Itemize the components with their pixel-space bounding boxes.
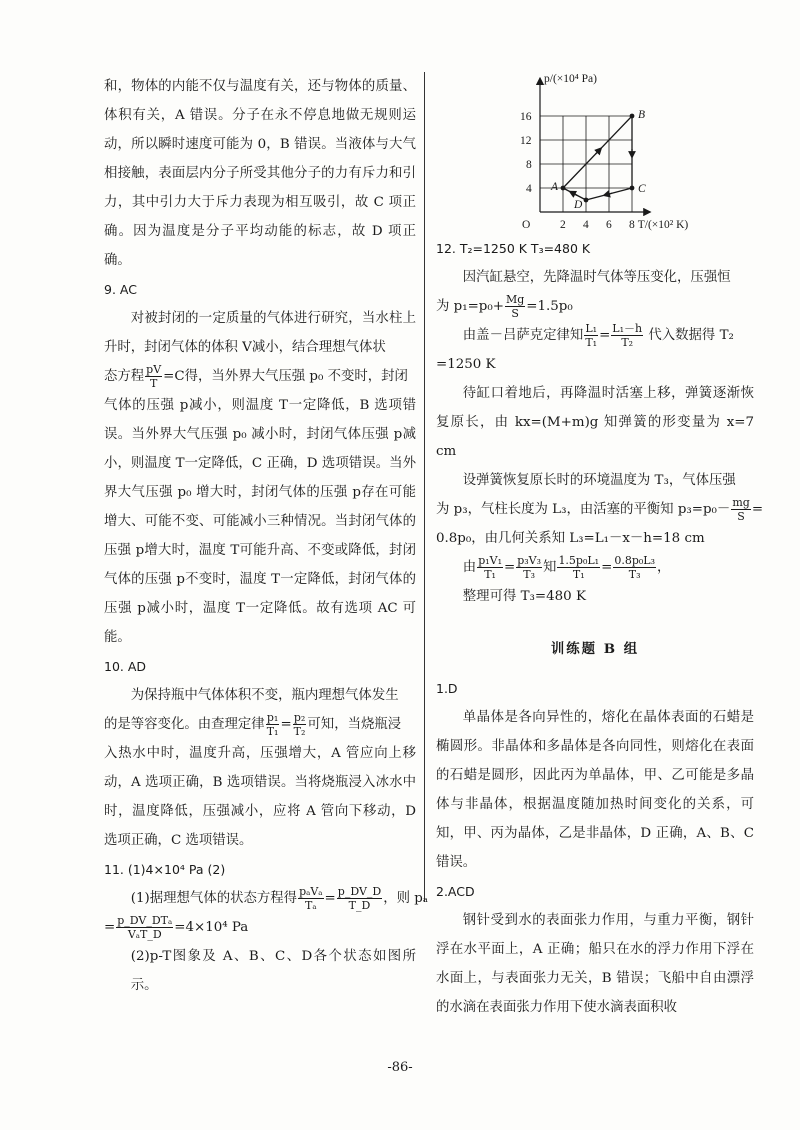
q11-equation-2: = $\frac{\text{p\_DV\_DTₐ}}{\text{VₐT\_D}}$ =4×10⁴ Pa (104, 914, 249, 941)
origin-label: O (522, 219, 531, 231)
section-title: 训练题 B 组 (550, 641, 640, 657)
q10-fraction-1: $\frac{\text{p₁}}{\text{T₁}}$ (266, 711, 279, 738)
q12-equation-4: 0.8p₀，由几何关系知 L₃=L₁－x－h=18 cm (436, 531, 705, 546)
q12-answer: 12. T₂=1250 K T₃=480 K (436, 241, 591, 256)
paragraph-intro: 和，物体的内能不仅与温度有关，还与物体的质量、体积有关，A 错误。分子在永不停息地做无规则运动，所以瞬时速度可能为 0，B 错误。当液体与大气相接触，表面层内分子所受其他分子的力有斥力和引力，其中引力大于斥力表现为相互吸引，故 C 项正确。因为温度是分子平均动能的标志，故 D 项正确。 (104, 79, 416, 268)
point-label-a: A (551, 181, 559, 193)
q11-fraction-1: $\frac{\text{pₐVₐ}}{\text{Tₐ}}$ (299, 885, 323, 912)
graph-ticks (520, 111, 635, 231)
q12-result-2: 整理可得 T₃=480 K (462, 589, 586, 604)
b1-text: 单晶体是各向异性的，熔化在晶体表面的石蜡是椭圆形。非晶体和多晶体是各向同性，则熔化在表面的石蜡是圆形，因此丙为单晶体，甲、乙可能是多晶体与非晶体，根据温度随加热时间变化的关系，可知，甲、丙为晶体，乙是非晶体，D 正确，A、B、C 错误。 (436, 710, 754, 870)
point-b (630, 114, 635, 119)
q12-fraction-4: $\frac{mg}{S}$ (732, 496, 750, 523)
y-axis-label: p/(×10⁴ Pa) (544, 73, 597, 85)
q12-equation-3: 为 p₃，气柱长度为 L₃，由活塞的平衡知 p₃=p₀－ $\frac{mg}{S}$ = (436, 496, 764, 523)
point-a (561, 186, 566, 191)
q11-fraction-2: $\frac{p\_DV\_D}{T\_D}$ (337, 885, 382, 912)
x-tick-8: 8 (629, 219, 635, 231)
q10-fraction-2: $\frac{\text{p₂}}{\text{T₂}}$ (293, 711, 306, 738)
point-label-c: C (638, 183, 646, 195)
q12-text-1: 因汽缸悬空，先降温时气体等压变化，压强恒 (462, 270, 731, 285)
pt-graph (436, 72, 754, 232)
graph-paths (563, 116, 632, 200)
q12-fraction-1: $\frac{Mg}{S}$ (505, 293, 525, 320)
x-axis-label: T/(×10² K) (637, 219, 689, 231)
y-tick-12: 12 (520, 135, 532, 147)
q9-equation (104, 362, 416, 391)
left-column (104, 72, 428, 1000)
q12-text-3: 设弹簧恢复原长时的环境温度为 T₃，气体压强 (462, 473, 736, 488)
point-label-b: B (638, 109, 646, 121)
q10-answer: 10. AD (104, 659, 147, 674)
q9-fraction: $\frac{pV}{T}$ (146, 363, 162, 390)
q10-text-1: 为保持瓶中气体体积不变，瓶内理想气体发生 (130, 688, 399, 703)
q11-equation-1: (1)据理想气体的状态方程得 $\frac{\text{pₐVₐ}}{\text{Tₐ}}$ = $\frac{p\_DV\_D}{T\_D}$ ，则 pₐ (130, 885, 428, 912)
q12-fraction-2: $\frac{\text{L₁}}{\text{T₁}}$ (585, 322, 598, 349)
y-tick-4: 4 (526, 183, 532, 195)
q9-text-2: 气体的压强 p减小，则温度 T一定降低，B 选项错误。当外界大气压强 p₀ 减小时，封闭气体压强 p减小，则温度 T一定降低，C 正确，D 选项错误。当外界大气压强 p₀ 增大时，封闭气体的压强 p存在可能增大、可能不变、可能减小三种情况。当封闭气体的压强 p增大时，温度 T可能升高、不变或降低，封闭气体的压强 p不变时，温度 T一定降低，封闭气体的压强 p减小时，温度 T一定降低。故有选项 AC 可能。 (104, 398, 416, 645)
q11-text-3: (2)p-T图象及 A、B、C、D各个状态如图所示。 (130, 949, 416, 993)
page-number: -86- (387, 1060, 413, 1075)
q10-text-2: 入热水中时，温度升高，压强增大，A 管应向上移动，A 选项正确，B 选项错误。当将烧瓶浸入冰水中时，温度降低，压强减小，应将 A 管向下移动，D 选项正确，C 选项错误。 (104, 746, 416, 848)
x-tick-6: 6 (606, 219, 612, 231)
column-divider (424, 72, 425, 902)
q12-result-1: =1250 K (436, 357, 496, 372)
q9-text-1: 对被封闭的一定质量的气体进行研究，当水柱上升时，封闭气体的体积 V减小，结合理想气体状 (104, 311, 416, 355)
pt-graph-svg (506, 72, 746, 232)
b1-answer: 1.D (436, 681, 458, 696)
point-label-d: D (574, 199, 583, 211)
y-tick-16: 16 (520, 111, 532, 123)
q12-equation-2: 由盖－吕萨克定律知 $\frac{\text{L₁}}{\text{T₁}}$ = $\frac{\text{L₁－h}}{\text{T₂}}$ 代入数据得 T₂ (462, 322, 734, 349)
q12-text-2: 待缸口着地后，再降温时活塞上移，弹簧逐渐恢复原长，由 kx=(M+m)g 知弹簧的形变量为 x=7 cm (436, 386, 754, 459)
x-tick-4: 4 (583, 219, 589, 231)
q12-equation-1: 为 p₁=p₀+ $\frac{Mg}{S}$ =1.5p₀ (436, 293, 573, 320)
q11-answer: 11. (1)4×10⁴ Pa (2) (104, 862, 226, 877)
point-c (630, 186, 635, 191)
q12-equation-5: 由 $\frac{\text{p₁V₁}}{\text{T₁}}$ = $\frac{\text{p₃V₃}}{\text{T₃}}$ 知 $\frac{\text{1.5p₀L₁}}{\text{T₁}}$ = $\frac{\text{0.8p₀L₃}}{\text{T₃}}$ ， (462, 554, 671, 581)
q9-eq-pre: 态方程 (104, 369, 145, 384)
right-column (436, 72, 764, 1022)
q9-answer: 9. AC (104, 282, 137, 297)
x-tick-2: 2 (560, 219, 566, 231)
y-tick-8: 8 (526, 159, 532, 171)
q9-eq-post: =C得，当外界大气压强 p₀ 不变时，封闭 (163, 369, 408, 384)
path-c-d-arrow (606, 193, 612, 195)
b2-text: 钢针受到水的表面张力作用，与重力平衡，钢针浮在水平面上，A 正确；船只在水的浮力作用下浮在水面上，与表面张力无关，B 错误；飞船中自由漂浮的水滴在表面张力作用下使水滴表面积收 (436, 913, 754, 1015)
b2-answer: 2.ACD (436, 884, 475, 899)
path-d-a-arrow (572, 193, 577, 196)
q11-fraction-3: $\frac{\text{p\_DV\_DTₐ}}{\text{VₐT\_D}}$ (117, 914, 173, 941)
path-a-b-arrow (595, 150, 599, 154)
q10-equation: 的是等容变化。由查理定律 $\frac{\text{p₁}}{\text{T₁}}$ = $\frac{\text{p₂}}{\text{T₂}}$ 可知，当烧瓶浸 (104, 711, 402, 738)
point-d (584, 198, 589, 203)
q12-fraction-3: $\frac{\text{L₁－h}}{\text{T₂}}$ (612, 322, 643, 349)
